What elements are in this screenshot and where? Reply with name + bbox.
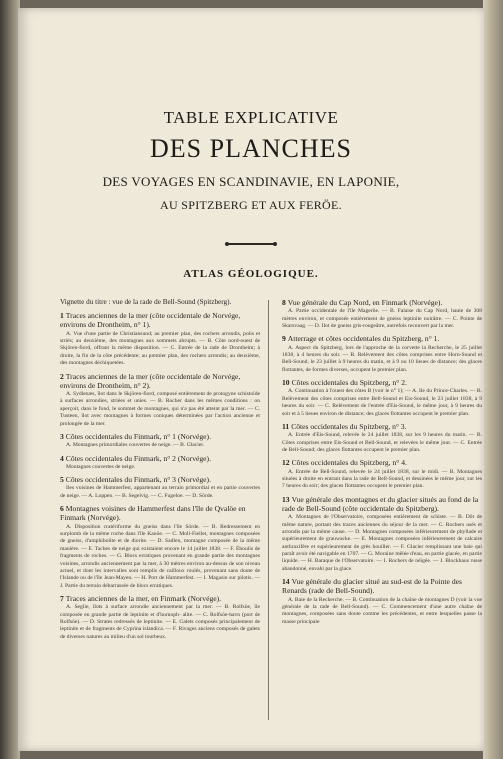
title-line-4: AU SPITZBERG ET AUX FERÖE. (160, 198, 342, 212)
plate-entry (60, 594, 260, 641)
plate-title-text: Côtes occidentales du Finmark, n° 3 (Norvége). (65, 475, 211, 485)
plate-entry-title (60, 475, 260, 484)
plate-number: 5 (60, 475, 64, 485)
plate-entry-title (282, 422, 482, 431)
plate-entry (282, 577, 482, 626)
book-page (18, 8, 484, 751)
plate-title-text: Vue générale du glacier situé au sud-est de la Pointe des Renards (rade de Bell-Sound). (282, 577, 462, 596)
page-stack-edge (483, 0, 503, 759)
plate-entry-title (282, 298, 482, 307)
plate-entry-description: A. Continuation à l'ouest des côtes B (voir le n° 1); — A. Ile du Prince-Charles. — B. Relèvement des côtes comprises entre Bell-Sound et Eis-Sound, le 23 juillet 1838, à 9 heures du soir. — C. Relèvement de l'entrée d'Eis-Sound, le même jour, à 9 heures du soir et à 5 lieues environ de distance; des glaces flottantes occupent le premier plan. (282, 388, 482, 417)
plate-entry (282, 334, 482, 374)
plate-entry-title (60, 372, 260, 391)
plate-entry-description: A. Disposition cratériforme du gneiss dans l'île Sörde. — B. Redressement en surplomb de la même roche dans l'île Kanöe. — C. Moll-Fiellet, montagnes composées de gneiss, d'amphibolite et de diorite. — D. Sadlen, montagne composée de la même manière. — E. Taches de neige qui existaient encore le 14 juillet 1838. — F. Éboulis de fragments de roches. — G. Blocs erratiques provenant en grande partie des montagnes voisines, arrondis anciennement par la mer, à 30 mètres environ au-dessus de son niveau actuel, et dont les intervalles sont remplis de cailloux roulés, provenant sans doute de l'Islande ou de l'île Jean-Mayen. — H. Port de Hammerfest. — I. Magasin sur pilotis. — J. Partie du terrain débarrassée de blocs erratiques. (60, 523, 260, 589)
left-column (60, 298, 260, 645)
plate-title-text: Traces anciennes de la mer (côte occidentale de Norvége, environs de Drontheim, n° 2). (60, 371, 241, 390)
plate-number: 8 (282, 298, 286, 307)
plate-entry-title (60, 432, 260, 441)
plate-title-text: Atterrage et côtes occidentales du Spitzberg, n° 1. (287, 334, 440, 344)
plate-entry-title (60, 454, 260, 463)
plate-number: 3 (60, 431, 64, 441)
plate-entry-description: A. Entrée d'Eis-Sound, relevée le 24 juillet 1838, sur les 9 heures du matin. — B. Côtes comprises entre Eis-Sound et Bell-Sound, et relevées le même jour. — C. Entrée de Bell-Sound; des glaces flottantes occupent le premier plan. (282, 432, 482, 453)
plate-entry-description: A. Aspect du Spitzberg, lors de l'approche de la corvette la Recherche, le 25 juillet 1838, à 4 heures du soir. — B. Relèvement des côtes comprises entre Horn-Sound et Bell-Sound, le 23 juillet à 9 heures du matin, et à 9 ou 10 lieues de distance; des glaces flottantes, de formes diverses, occupent le premier plan. (282, 344, 482, 373)
plate-entry-description: A. Partie occidentale de l'île Magerõe. — B. Falaise du Cap Nord, haute de 308 mètres environ, et composée entièrement de gneiss leptinite noirâtre. — C. Pointe de Skarsvaag. — D. Ilot de gneiss gris-rougeâtre, autrefois recouvert par la mer. (282, 308, 482, 329)
plate-entry (282, 378, 482, 418)
right-column (282, 298, 482, 630)
plate-entry-title (282, 458, 482, 467)
plate-number: 9 (282, 334, 286, 344)
title-line-3: DES VOYAGES EN SCANDINAVIE, EN LAPONIE, (102, 174, 400, 189)
plate-number: 1 (60, 311, 64, 321)
plate-entry-description: Montagnes couvertes de neige. (66, 463, 136, 470)
plate-entry-description: A. Vue d'une partie de Christiansund; au premier plan, des rochers arrondis, polis et striés; au deuxième, des montagnes aux sommets abrupts. — B. Côte nord-ouest de Skjören-fiord, offrant la même disposition. — C. Entrée de la rade de Drontheim; à droite, la fin de la côte précédente; au premier plan, des rochers arrondis; au deuxième, des montagnes déchiquetées. (60, 330, 260, 367)
plate-title-text: Côtes occidentales du Spitzberg, n° 3. (291, 421, 407, 431)
plate-entry-description: A. Montagnes primordiales couvertes de neige. — B. Glacier. (66, 442, 205, 449)
plate-title-text: Côtes occidentales du Spitzberg, n° 4. (291, 458, 407, 468)
plate-entry-description: A. Seglie, îlots à surface arrondie anciennement par la mer. — B. Rolfsöe, île composée en grande partie de leptinite et d'hornoph- alite. — C. Rolfsöe-havn (port de Rolfsöe). — D. Strates redressés de leptinite. — E. Galets composés principalement de leptinite et de fragments de Cyprina islandica. — F. Rivages anciens composés de galets de diverses natures au milieu d'un sol tourbeux. (60, 604, 260, 640)
plate-entry (60, 504, 260, 590)
plate-entry-description: A. Baie de la Recherche. — B. Continuation de la chaîne de montagnes D (voir la vue générale de la rade de Bell-Sound). — C. Commencement d'une autre chaîne de montagnes, composées sans doute comme les précédentes, et entre lesquelles passe la masse principale (282, 596, 482, 625)
plate-entry-title (282, 334, 482, 343)
title-line-2: DES PLANCHES (150, 134, 352, 163)
plate-number: 13 (282, 494, 290, 504)
plate-title-text: Côtes occidentales du Finmark, n° 2 (Norvége). (65, 453, 211, 463)
plate-entry-title (60, 594, 260, 603)
plate-number: 12 (282, 458, 290, 468)
plate-entry (282, 422, 482, 454)
plate-entry-title (60, 311, 260, 330)
book-spine-edge (0, 0, 20, 759)
plate-title-text: Vue générale du Cap Nord, en Finmark (Norvége). (287, 298, 443, 307)
plate-entry (282, 458, 482, 490)
ornament-divider (228, 243, 274, 245)
column-divider (268, 300, 269, 720)
plate-title-text: Traces anciennes de la mer (côte occidentale de Norvége, environs de Drontheim, n° 1). (60, 311, 241, 330)
plate-entry-description: A. Montagnes de l'Observatoire, composées entièrement de schiste. — B. Dôt de même nature, portant des traces anciennes du séjour de la mer. — C. Rochers usés et arrondis par la même cause. — D. Montagnes composées inférieurement de phyllade et supérieurement de grauwacke. — E. Montagnes composées inférieurement de calcaire anthraxifère et supérieurement de grès houiller. — F. Glacier remplissant une baie qui paraît avoir été navigable en 1707. — G. Moraine mêlée d'eau, en partie glacée, en partie liquide. — H. Baraque de l'Observatoire. — I. Rochers de néigée. — J. Blockhaus russe abandonné, envahi par la glace. (282, 514, 482, 572)
plate-entry (60, 432, 260, 450)
plate-entry-title (282, 495, 482, 514)
plate-entry (282, 495, 482, 574)
plate-entry (60, 454, 260, 472)
plate-entry (60, 372, 260, 428)
plate-entry-title (60, 504, 260, 523)
section-heading: ATLAS GÉOLOGIQUE. (183, 268, 319, 280)
plate-number: 6 (60, 504, 64, 514)
plate-entry-description: A. Sydlenæs, îlot dans le Skjören-fiord, composé entièrement de protogyne schistoïde à surfaces arrondies, striées et unies. — B. Rocher dans les mêmes conditions : on aperçoit, dans le fond, le sommet de montagnes, qui n'a pas été atteint par la mer. — C. Tusteen, îlot avec montagnes à formes coniques déterminées par l'action ancienne et prolongée de la mer. (60, 391, 260, 427)
title-block (18, 108, 484, 213)
plate-entry (60, 311, 260, 367)
plate-number: 4 (60, 453, 64, 463)
plate-number: 11 (282, 421, 290, 431)
title-line-1: TABLE EXPLICATIVE (163, 108, 339, 127)
plate-title-text: Traces anciennes de la mer, en Finmark (Norvége). (65, 594, 222, 604)
plate-number: 10 (282, 378, 290, 388)
plate-entry-description: A. Entrée de Bell-Sound, relevée le 24 juillet 1838, sur le midi. — B. Montagnes situées à droite en entrant dans la rade de Bell-Sound, et dessinées le même jour, sur les 7 heures du soir; des glaces flottantes occupent le premier plan. (282, 468, 482, 490)
plate-title-text: Côtes occidentales du Spitzberg, n° 2. (291, 378, 407, 388)
plate-title-text: Côtes occidentales du Finmark, n° 1 (Norvége). (65, 431, 211, 441)
vignette-caption: Vignette du titre : vue de la rade de Bell-Sound (Spitzberg). (60, 298, 232, 306)
plate-title-text: Vue générale des montagnes et du glacier situés au fond de la rade de Bell-Sound (côte occidentale du Spitzberg). (282, 494, 479, 513)
plate-title-text: Montagnes voisines de Hammerfest dans l'île de Qvalöe en Finmark (Norvége). (60, 504, 246, 523)
plate-number: 7 (60, 594, 64, 604)
plate-number: 14 (282, 577, 290, 587)
plate-entry-description: Iles voisines de Hammerfest, appartenant au terrain primordial et en partie couvertes de neige. — A. Loppen. — B. Segelvig. — C. Fugeloe. — D. Sörde. (60, 485, 260, 499)
plate-number: 2 (60, 371, 64, 381)
plate-entry (60, 475, 260, 500)
plate-entry-title (282, 378, 482, 387)
plate-entry (282, 298, 482, 330)
plate-entry-title (282, 577, 482, 596)
